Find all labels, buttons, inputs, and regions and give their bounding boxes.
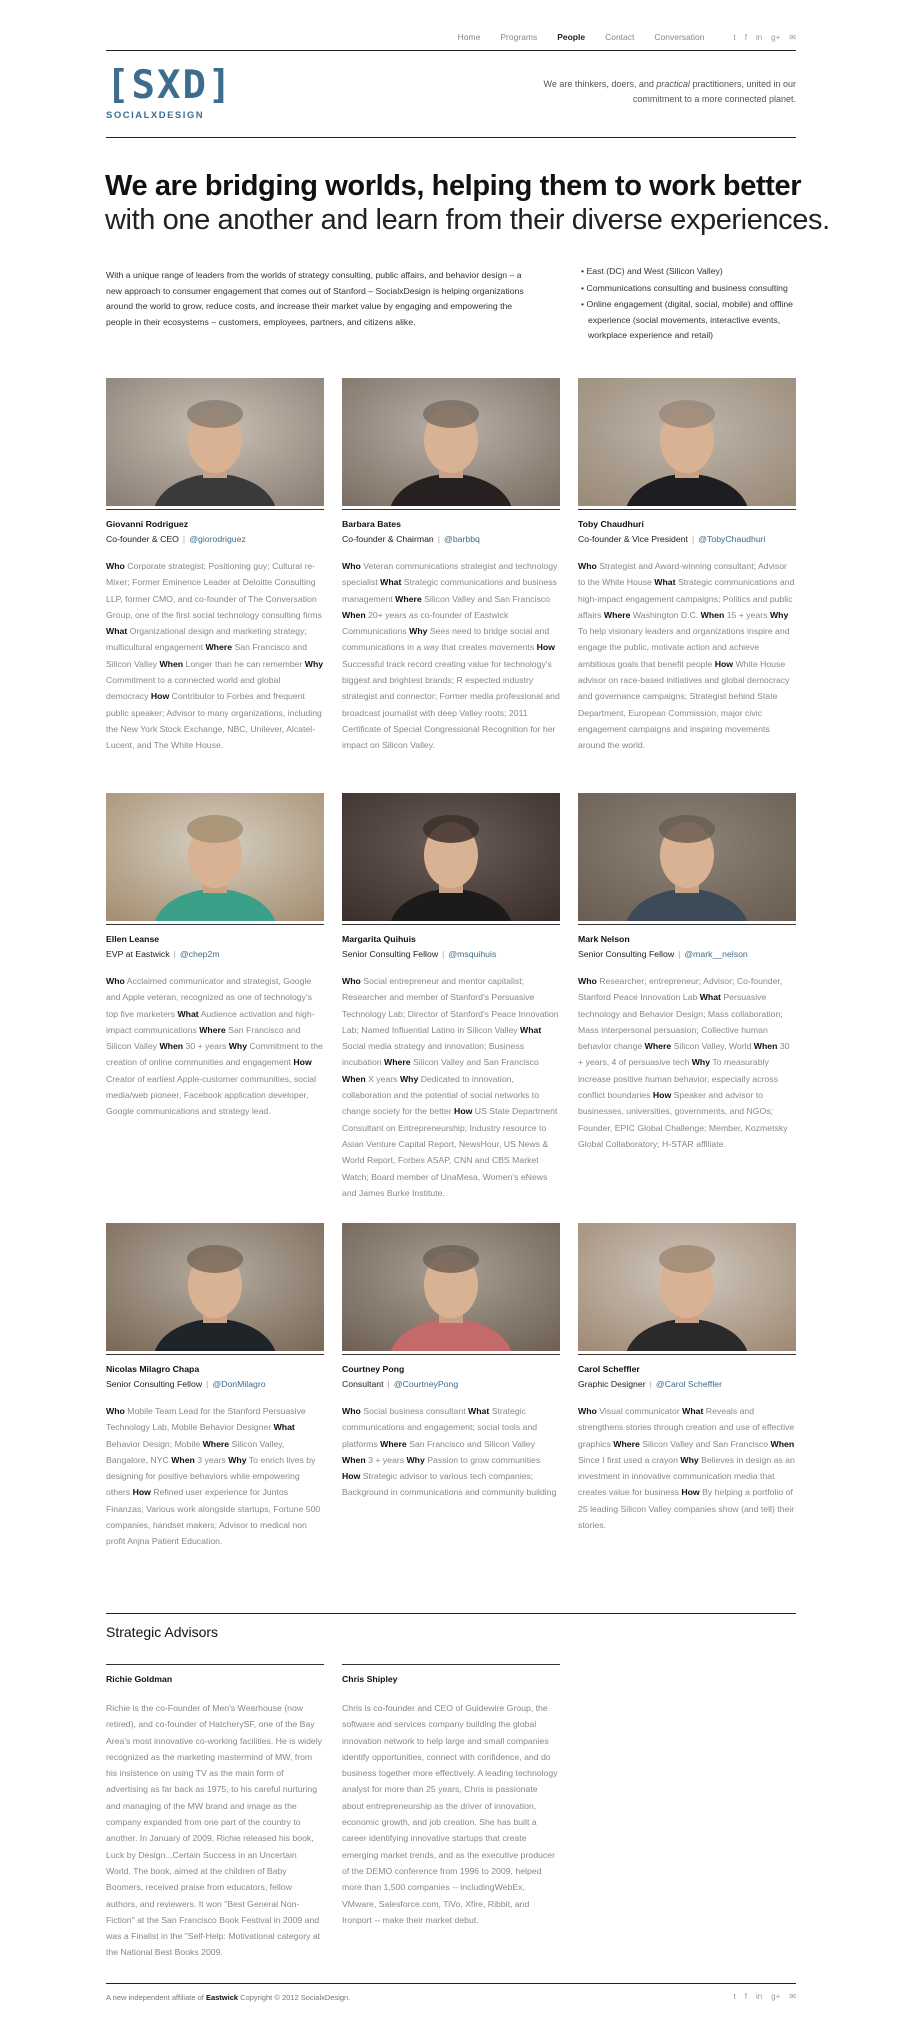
role-separator: |: [182, 534, 186, 544]
photo-divider: [106, 924, 324, 925]
footer-copyright: [106, 1993, 350, 2002]
linkedin-icon[interactable]: in: [755, 32, 763, 42]
twitter-icon[interactable]: t: [733, 32, 736, 42]
bio-keyword: Why: [228, 1041, 248, 1052]
portrait-image: [578, 793, 796, 921]
person-name: Margarita Quihuis: [342, 934, 416, 944]
advisor-card: [106, 1664, 324, 1961]
logo-mark: [SXD]: [106, 63, 234, 108]
role-separator: |: [649, 1379, 652, 1389]
bio-keyword: When: [171, 1454, 195, 1465]
portrait-image: [106, 793, 324, 921]
person-title: Co-founder & CEO: [106, 534, 179, 544]
bio-keyword: When: [770, 1438, 795, 1449]
bio-keyword: Why: [680, 1454, 699, 1465]
nav-conversation[interactable]: Conversation: [654, 32, 705, 42]
bio-keyword: When: [342, 1454, 366, 1465]
role-separator: |: [437, 534, 441, 544]
person-photo: [342, 378, 560, 506]
list-item: • East (DC) and West (Silicon Valley): [581, 264, 801, 280]
person-card: [342, 1223, 560, 1501]
header-divider: [106, 50, 796, 51]
person-title: Consultant: [342, 1379, 384, 1389]
person-name: Nicolas Milagro Chapa: [106, 1364, 200, 1374]
bio-keyword: How: [714, 658, 734, 669]
photo-divider: [342, 509, 560, 510]
nav-social-links: [724, 33, 796, 42]
portrait-image: [342, 378, 560, 506]
bio-keyword: When: [342, 609, 366, 620]
facebook-icon[interactable]: f: [744, 32, 747, 42]
person-role: [342, 949, 560, 959]
person-card: [578, 1223, 796, 1533]
bio-keyword: Who: [342, 1406, 361, 1416]
twitter-handle-link[interactable]: @chep2m: [179, 949, 220, 959]
bio-keyword: Who: [578, 1406, 597, 1416]
nav-programs[interactable]: Programs: [500, 32, 538, 42]
google-plus-icon[interactable]: g+: [771, 32, 781, 42]
bio-keyword: What: [380, 577, 402, 588]
person-photo: [342, 1223, 560, 1351]
person-bio: Who Social business consultant What Strategic communications and engagement; social tools and platforms Where San Francisco and Silicon Valley When 3 + years Why Passion to grow communities How Strategic advisor to various tech companies; Background in communications and community building: [342, 1406, 557, 1498]
bio-keyword: Who: [578, 561, 597, 571]
twitter-handle-link[interactable]: @CourtneyPong: [393, 1379, 459, 1389]
advisor-divider: [106, 1664, 324, 1665]
bio-keyword: How: [150, 691, 170, 702]
person-role: [106, 534, 324, 544]
person-card: [578, 793, 796, 1152]
twitter-handle-link[interactable]: @barbbq: [444, 534, 480, 544]
role-separator: |: [173, 949, 176, 959]
bio-keyword: When: [342, 1073, 366, 1084]
person-bio: Who Veteran communications strategist and technology specialist What Strategic communications and business management Where Silicon Valley and San Francisco When 20+ years as co-founder of Eastwick Communications Why Sees need to bridge social and communications in a way that creates movements How Successful track record creating value for technology's biggest and brightest brands; R espected industry strategist and connector; Former media professional and broadcast journalist with deep Valley roots; 2011 Certificate of Special Congressional Recognition for her impact on Silicon Valley.: [342, 561, 560, 751]
bio-keyword: How: [132, 1487, 151, 1498]
person-name: Mark Nelson: [578, 934, 630, 944]
person-photo: [578, 378, 796, 506]
bio-keyword: What: [468, 1406, 490, 1416]
logo[interactable]: [106, 64, 233, 121]
twitter-handle-link[interactable]: @DonMilagro: [212, 1379, 266, 1389]
portrait-image: [106, 1223, 324, 1351]
bio-keyword: Who: [106, 976, 125, 986]
photo-divider: [342, 1354, 560, 1355]
person-name: Carol Scheffler: [578, 1364, 640, 1374]
person-bio: Who Mobile Team Lead for the Stanford Persuasive Technology Lab, Mobile Behavior Designer What Behavior Design; Mobile Where Silicon Valley, Bangalore, NYC When 3 years Why To enrich lives by designing for positive behaviors while empowering others How Refined user experience for Juntos Finanzas; Various work alongside startups, Fortune 500 companies, handset makers; Advisor to medical non profit Anjna Patient Education.: [106, 1406, 321, 1547]
person-title: Senior Consulting Fellow: [342, 949, 439, 959]
twitter-handle-link[interactable]: @Carol Scheffler: [655, 1379, 722, 1389]
bio-keyword: Why: [409, 626, 428, 637]
tagline-part: practitioners, united in our commitment to a more connected planet.: [632, 79, 796, 104]
bio-keyword: Who: [342, 976, 361, 986]
person-bio: Who Visual communicator What Reveals and strengthens stories through creation and use of effective graphics Where Silicon Valley and San Francisco When Since I first used a crayon Why Believes in design as an investment in innovative communication media that creates value for business How By helping a portfolio of 25 leading Silicon Valley companies show (and tell) their stories.: [578, 1406, 795, 1531]
footer-divider: [106, 1983, 796, 1984]
bio-keyword: What: [682, 1406, 704, 1416]
bio-keyword: Where: [395, 593, 422, 604]
bio-keyword: Why: [304, 658, 324, 669]
person-role: [578, 1379, 796, 1389]
bio-keyword: When: [700, 609, 725, 620]
twitter-icon[interactable]: t: [733, 1992, 736, 2001]
bio-keyword: How: [293, 1057, 312, 1068]
bio-keyword: Where: [380, 1438, 407, 1449]
advisor-name: Richie Goldman: [106, 1674, 173, 1684]
bio-keyword: Who: [106, 1406, 125, 1416]
role-separator: |: [691, 534, 695, 544]
bio-keyword: What: [520, 1024, 542, 1035]
advisors-divider: [106, 1613, 796, 1614]
bio-keyword: What: [654, 577, 676, 588]
bio-keyword: When: [159, 658, 184, 669]
bio-keyword: Where: [384, 1057, 411, 1068]
bio-keyword: Who: [342, 561, 361, 571]
role-separator: |: [387, 1379, 390, 1389]
advisor-divider: [342, 1664, 560, 1665]
advisor-name: Chris Shipley: [342, 1674, 398, 1684]
footer-text: Copyright © 2012 SocialxDesign.: [238, 1993, 351, 2002]
advisor-card: [342, 1664, 560, 1928]
person-photo: [578, 1223, 796, 1351]
photo-divider: [578, 1354, 796, 1355]
person-name: Barbara Bates: [342, 519, 401, 529]
email-icon[interactable]: ✉: [789, 1992, 796, 2001]
person-title: Senior Consulting Fellow: [578, 949, 675, 959]
bio-keyword: How: [536, 642, 555, 653]
nav-contact[interactable]: Contact: [605, 32, 635, 42]
bio-keyword: What: [106, 626, 128, 637]
bio-keyword: How: [454, 1106, 473, 1117]
nav-people[interactable]: People: [557, 32, 586, 42]
person-card: [342, 378, 560, 754]
hero-subheadline: with one another and learn from their diverse experiences.: [105, 204, 830, 236]
bio-keyword: Why: [691, 1057, 711, 1068]
advisor-bio: Richie is the co-Founder of Men's Wearhouse (now retired), and co-founder of HatcherySF, one of the Bay Area's most innovative co-working facilities. He is widely recognized as the marketing mastermind of MW, from his insistence on using TV as the main form of advertising as far back as 1975, to his careful nurturing and managing of the MW brand and image as the company expanded from one part of the country to another. In January of 2009, Richie released his book, Luck by Design...Certain Success in an Uncertain World. The book, aimed at the children of Baby Boomers, received praise from educators, fellow authors, and reviewers. It won "Best General Non-Fiction" at the San Francisco Book Festival in 2009 and was a Finalist in the "Self-Help: Motivational category at the National Best Books 2009.: [106, 1703, 323, 1958]
photo-divider: [578, 509, 796, 510]
person-bio: Who Strategist and Award-winning consultant; Advisor to the White House What Strategic communications and high-impact engagement campaigns; Politics and public affairs Where Washington D.C. When 15 + years Why To help visionary leaders and organizations inspire and engage the public, motivate action and achieve ambitious goals that benefit people How White House advisor on race-based initiatives and global democracy and governance campaigns; Strategist behind State Department, European Commission, major civic engagement campaigns and inspiring movements around the world.: [578, 561, 795, 751]
bio-keyword: How: [681, 1487, 700, 1498]
person-bio: Who Researcher; entrepreneur; Advisor; Co-founder, Stanford Peace Innovation Lab What Persuasive technology and Behavior Design; Mass collaboration; Mass interpersonal persuasion; Collective human behavior change Where Silicon Valley, World When 30 + years, 4 of persuasive tech Why To measurably increase positive human behavior, especially across conflict boundaries How Speaker and advisor to businesses, universities, governments, and NGOs; Founder, EPIC Global Challenge; Member, Kozmetsky Global Collaboratory; H-STAR affiliate.: [578, 976, 790, 1149]
top-nav: [438, 32, 796, 42]
bio-keyword: When: [159, 1041, 184, 1052]
portrait-image: [578, 1223, 796, 1351]
role-separator: |: [678, 949, 681, 959]
email-icon[interactable]: ✉: [789, 32, 796, 42]
twitter-handle-link[interactable]: @msquihuis: [448, 949, 497, 959]
photo-divider: [342, 924, 560, 925]
footer-social-links: [724, 1992, 796, 2001]
person-name: Giovanni Rodriguez: [106, 519, 189, 529]
person-title: Co-founder & Chairman: [342, 534, 434, 544]
role-separator: |: [442, 949, 445, 959]
facebook-icon[interactable]: f: [744, 1992, 747, 2001]
bio-keyword: How: [652, 1090, 672, 1101]
person-photo: [106, 378, 324, 506]
person-card: [106, 793, 324, 1120]
person-title: Senior Consulting Fellow: [106, 1379, 203, 1389]
portrait-image: [342, 1223, 560, 1351]
person-name: Ellen Leanse: [106, 934, 160, 944]
person-card: [106, 378, 324, 754]
person-role: [578, 534, 796, 544]
person-photo: [578, 793, 796, 921]
person-photo: [342, 793, 560, 921]
bio-keyword: Where: [202, 1438, 230, 1449]
bio-keyword: Where: [644, 1041, 672, 1052]
bio-keyword: Where: [205, 642, 233, 653]
person-bio: Who Acclaimed communicator and strategist, Google and Apple veteran, recognized as one of technology's top five marketers What Audience activation and high-impact communications Where San Francisco and Silicon Valley When 30 + years Why Commitment to the creation of online communities and engagement How Creator of earliest Apple-customer communities, social media/web pioneer, Facebook application developer, Google communications and strategy lead.: [106, 976, 323, 1117]
person-card: [578, 378, 796, 754]
advisor-bio: Chris is co-founder and CEO of Guidewire Group, the software and services company building the global innovation network to help large and small companies identify opportunities, connect with confidence, and do business together more effectively. A leading technology analyst for more than 25 years, Chris is passionate about entrepreneurship as the driver of innovation, economic growth, and job creation. She has built a career identifying innovative startups that create emerging market trends, and as the executive producer of the DEMO conference from 1996 to 2009, helped more than 1,500 companies -- includingWebEx, VMware, Salesforce.com, TiVo, Xfire, Ribbit, and Ironport -- make their market debut.: [342, 1703, 558, 1925]
footer-brand-link[interactable]: Eastwick: [205, 1993, 239, 2002]
bio-keyword: Why: [769, 609, 789, 620]
footer-text: A new independent affiliate of: [106, 1993, 206, 2002]
twitter-handle-link[interactable]: @TobyChaudhuri: [698, 534, 766, 544]
advisors-title: Strategic Advisors: [106, 1624, 219, 1640]
bio-keyword: Where: [199, 1024, 226, 1035]
linkedin-icon[interactable]: in: [755, 1992, 763, 2001]
person-title: Co-founder & Vice President: [578, 534, 688, 544]
google-plus-icon[interactable]: g+: [771, 1992, 781, 2001]
person-name: Toby Chaudhuri: [578, 519, 644, 529]
person-role: [342, 1379, 560, 1389]
bio-keyword: What: [177, 1008, 199, 1019]
person-role: [578, 949, 796, 959]
person-bio: Who Corporate strategist; Positioning guy; Cultural re-Mixer; Former Eminence Leader at Deloitte Consulting LLP, former CMO, and co-founder of The Conversation Group, one of the first social technology consulting firms What Organizational design and marketing strategy; multicultural engagement Where San Francisco and Silicon Valley When Longer than he can remember Why Commitment to a connected world and global democracy How Contributor to Forbes and frequent public speaker; Advisor to many organizations, including the New York Stock Exchange, NBC, Unilever, Alcatel-Lucent, and The White House.: [106, 561, 324, 751]
bio-keyword: Why: [399, 1073, 419, 1084]
intro-paragraph: With a unique range of leaders from the worlds of strategy consulting, public affairs, and behavior design – a new approach to consumer engagement that comes out of Stanford – SocialxDesign is helping organizations around the world to grow, reduce costs, and increase their market value by engaging and empowering the people in their ecosystems – customers, employees, partners, and citizens alike.: [106, 270, 524, 327]
person-bio: Who Social entrepreneur and mentor capitalist; Researcher and member of Stanford's Persuasive Technology Lab; Director of Stanford's Peace Innovation Lab; Named Influential Latino in Silicon Valley What Social media strategy and innovation; Business incubation Where Silicon Valley and San Francisco When X years Why Dedicated to innovation, collaboration and the potential of social networks to change society for the better How US State Department Consultant on Entrepreneurship; Industry resource to Asian Venture Capital Report, NewsHour, US News & World Report, Forbes ASAP, CNN and CBS Market Watch; Board member of UnaMesa, Women's eNews and James Burke Institute.: [342, 976, 559, 1198]
person-photo: [106, 1223, 324, 1351]
bio-keyword: Who: [578, 976, 597, 986]
role-separator: |: [206, 1379, 209, 1389]
photo-divider: [106, 1354, 324, 1355]
bio-keyword: What: [273, 1422, 295, 1433]
bio-keyword: Where: [603, 609, 631, 620]
person-role: [342, 534, 560, 544]
portrait-image: [106, 378, 324, 506]
person-card: [106, 1223, 324, 1550]
portrait-image: [578, 378, 796, 506]
bio-keyword: What: [699, 992, 721, 1003]
twitter-handle-link[interactable]: @giorodriguez: [189, 534, 246, 544]
nav-home[interactable]: Home: [457, 32, 481, 42]
person-name: Courtney Pong: [342, 1364, 405, 1374]
bio-keyword: Why: [406, 1454, 425, 1465]
tagline-part: We are thinkers, doers, and: [543, 79, 657, 89]
section-divider: [106, 137, 796, 138]
bio-keyword: When: [753, 1041, 778, 1052]
bio-keyword: Why: [228, 1454, 247, 1465]
list-item: • Communications consulting and business consulting: [581, 281, 801, 297]
hero-headline: We are bridging worlds, helping them to work better: [105, 170, 802, 202]
twitter-handle-link[interactable]: @mark__nelson: [684, 949, 748, 959]
person-title: Graphic Designer: [578, 1379, 646, 1389]
person-card: [342, 793, 560, 1201]
portrait-image: [342, 793, 560, 921]
person-photo: [106, 793, 324, 921]
photo-divider: [578, 924, 796, 925]
tagline-emphasis: practical: [656, 79, 690, 89]
tagline: [526, 77, 796, 107]
person-title: EVP at Eastwick: [106, 949, 170, 959]
person-role: [106, 1379, 324, 1389]
capabilities-list: [581, 264, 801, 345]
list-item: • Online engagement (digital, social, mobile) and offline experience (social movements, interactive events, workplace experience and retail): [581, 297, 801, 344]
bio-keyword: How: [342, 1471, 361, 1482]
bio-keyword: Who: [106, 561, 125, 571]
person-role: [106, 949, 324, 959]
bio-keyword: Where: [613, 1438, 640, 1449]
photo-divider: [106, 509, 324, 510]
logo-wordmark: SOCIALXDESIGN: [106, 110, 205, 121]
